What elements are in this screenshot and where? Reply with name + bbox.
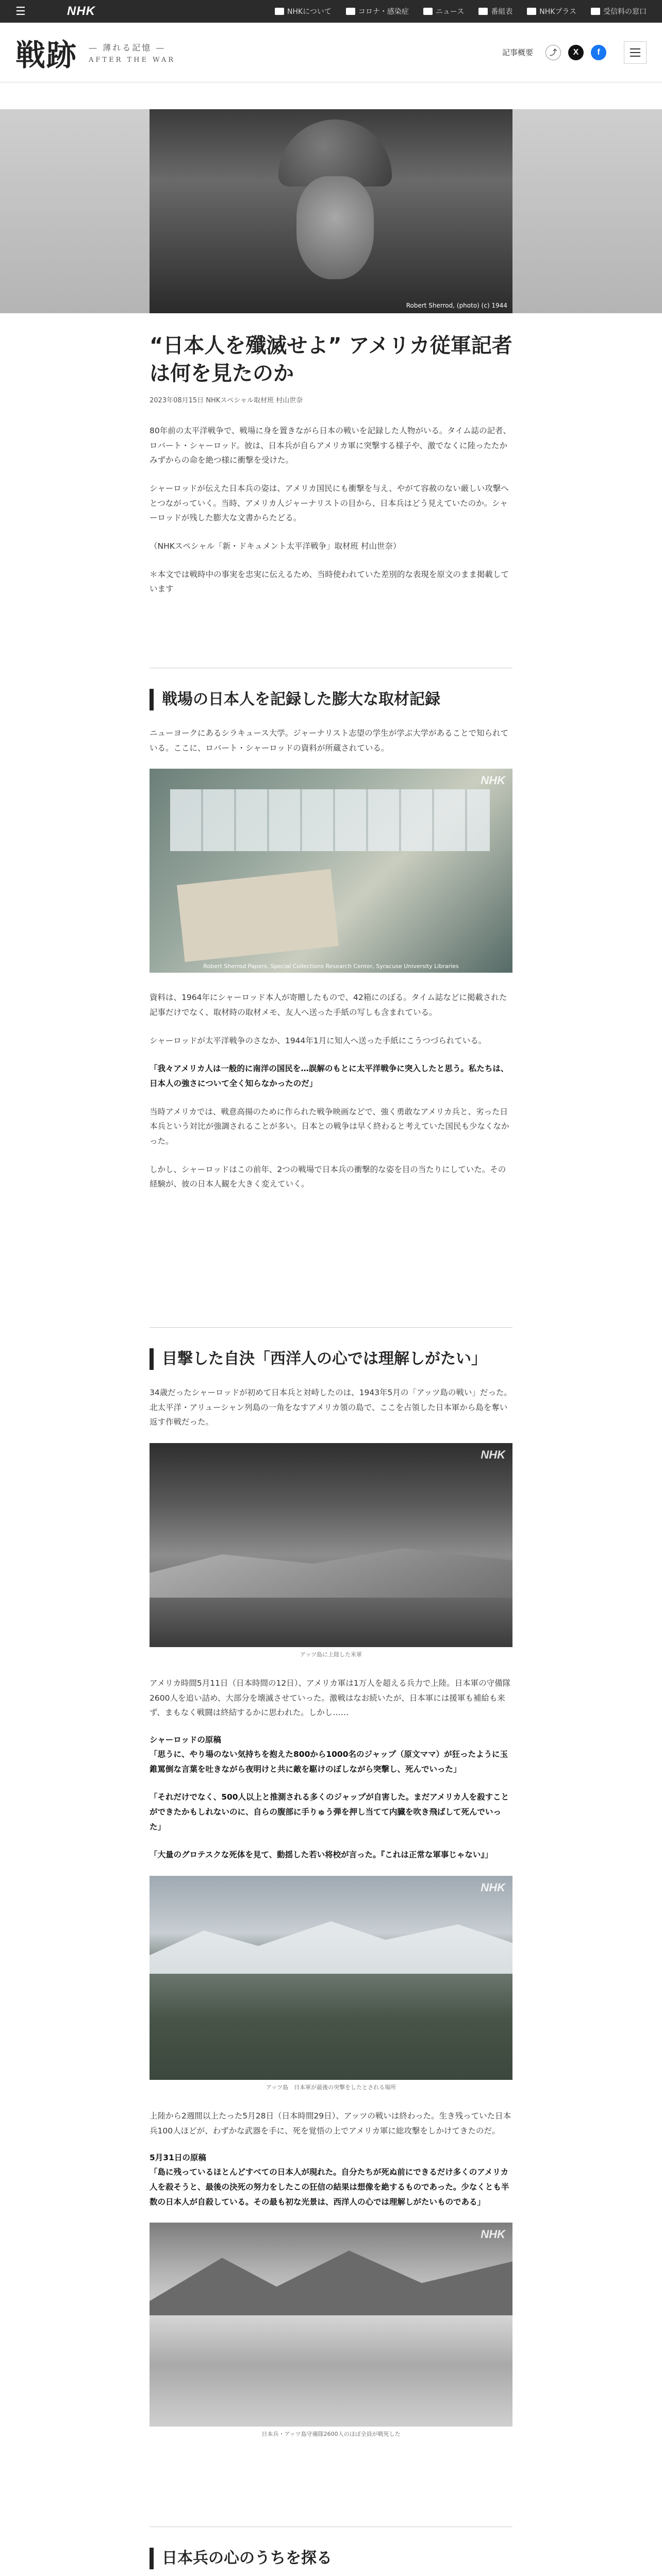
- share-icon[interactable]: ⤴: [545, 45, 561, 60]
- paragraph: 当時アメリカでは、戦意高揚のために作られた戦争映画などで、強く勇敢なアメリカ兵と、劣った日本兵という対比が強調されることが多い。日本との戦争は早く終わると考えていた国民も少なくなかった。: [150, 1107, 509, 1146]
- paragraph: （NHKスペシャル「新・ドキュメント太平洋戦争」取材班 村山世奈）: [150, 541, 401, 551]
- paragraph: アメリカ時間5月11日（日本時間の12日）、アメリカ軍は1万人を超える兵力で上陸。日本軍の守備隊2600人を追い詰め、大部分を壊滅させていった。激戦はなお続いたが、日本軍には援軍も補給も来ず、まもなく戦闘は終結するかに思われた。しかし……: [150, 1679, 511, 1718]
- link-corona[interactable]: コロナ・感染症: [346, 6, 409, 16]
- quote: 「大量のグロテスクな死体を見て、動揺した若い将校が言った。『これは正常な軍事じゃない』」: [150, 1850, 493, 1860]
- section-heading: 目撃した自決「西洋人の心では理解しがたい」: [150, 1348, 512, 1370]
- menu-icon[interactable]: ☰: [15, 5, 26, 18]
- hero-side-photo: [0, 109, 150, 313]
- document-sheet: [177, 869, 339, 962]
- archive-box-row: [170, 789, 490, 851]
- photo-credit: Robert Sherrod Papers, Special Collections Research Center, Syracuse University Libraries: [203, 963, 459, 970]
- sub-heading: 5月31日の原稿: [150, 2153, 206, 2163]
- link-news[interactable]: ニュース: [423, 6, 464, 16]
- hero-side-photo: [512, 109, 662, 313]
- paragraph: しかし、シャーロッドはこの前年、2つの戦場で日本兵の衝撃的な姿を目の当たりにしていた。その経験が、彼の日本人観を大きく変えていく。: [150, 1164, 506, 1189]
- article-index-link[interactable]: 記事概要: [502, 48, 533, 57]
- paragraph: シャーロッドが太平洋戦争のさなか、1944年1月に知人へ送った手紙にこうつづられている。: [150, 1036, 487, 1045]
- nhk-watermark: NHK: [481, 774, 505, 787]
- hero-image: [0, 109, 662, 313]
- link-receiving-fee[interactable]: 受信料の窓口: [591, 6, 647, 16]
- link-icon: [591, 8, 600, 15]
- nhk-watermark: NHK: [481, 1881, 505, 1894]
- article-date: 2023年08月15日 NHKスペシャル取材班 村山世奈: [150, 397, 303, 404]
- quote: 「我々アメリカ人は一般的に南洋の国民を…誤解のもとに太平洋戦争に突入したと思う。私たちは、日本人の強さについて全く知らなかったのだ」: [150, 1064, 509, 1089]
- article-title: “日本人を殲滅せよ” アメリカ従軍記者は何を見たのか: [150, 334, 512, 385]
- link-nhk-plus[interactable]: NHKプラス: [527, 6, 576, 16]
- link-about-nhk[interactable]: NHKについて: [275, 6, 332, 16]
- link-icon: [527, 8, 536, 15]
- paragraph: 34歳だったシャーロッドが初めて日本兵と対峙したのは、1943年5月の「アッツ島の戦い」だった。北太平洋・アリューシャン列島の一角をなすアメリカ領の島で、ここを占領した日本軍から島を奪い返す作戦だった。: [150, 1388, 512, 1427]
- hamburger-menu-button[interactable]: [624, 41, 647, 64]
- hero-photo-sherrod: [150, 109, 512, 313]
- global-links: [275, 6, 647, 16]
- photo-caption: アッツ島に上陸した米軍: [300, 1651, 362, 1658]
- link-icon: [275, 8, 284, 15]
- section-heading: 戦場の日本人を記録した膨大な取材記録: [150, 689, 512, 710]
- quote: 「思うに、やり場のない気持ちを抱えた800から1000名のジャップ（原文ママ）が狂ったように玉錐罵倒な言葉を吐きながら夜明けと共に敵を駆けのぼしながら突撃し、死んでいった」: [150, 1750, 508, 1774]
- quote: 「島に残っているほとんどすべての日本人が現れた。自分たちが死ぬ前にできるだけ多くのアメリカ人を殺そうと、最後の決死の努力をしたこの狂信の結果は想像を絶するものであった。少なくとも半数の日本人が自殺している。その最も初な光景は、西洋人の心では理解しがたいものである」: [150, 2167, 509, 2207]
- mountain-ridge-shape: [150, 2243, 512, 2315]
- nhk-logo[interactable]: NHK: [67, 4, 95, 18]
- attu-snowfield-photo: [150, 2223, 512, 2427]
- site-header: [0, 23, 662, 82]
- section-divider: [150, 1327, 512, 1328]
- nhk-watermark: NHK: [481, 1448, 505, 1462]
- link-program-guide[interactable]: 番組表: [478, 6, 512, 16]
- sub-heading: シャーロッドの原稿: [150, 1735, 221, 1745]
- photo-caption: 日本兵・アッツ島守備隊2600人のほぼ全員が戦死した: [261, 2431, 401, 2438]
- x-share-icon[interactable]: X: [568, 45, 584, 60]
- paragraph: 資料は、1964年にシャーロッド本人が寄贈したもので、42箱にのぼる。タイム誌などに掲載された記事だけでなく、取材時の取材メモ、友人へ送った手紙の写しも含まれている。: [150, 993, 507, 1018]
- attu-battlefield-photo: [150, 1876, 512, 2080]
- link-icon: [423, 8, 433, 15]
- article-intro: [150, 423, 512, 610]
- photo-caption: アッツ島 日本軍が最後の突撃をしたとされる場所: [266, 2084, 396, 2091]
- quote: 「それだけでなく、500人以上と推測される多くのジャップが自害した。まだアメリカ人を殺すことができたかもしれないのに、自らの腹部に手りゅう弾を押し当てて内臓を吹き飛ばして死んでいった」: [150, 1792, 509, 1832]
- section-heading: 日本兵の心のうちを探る: [150, 2548, 512, 2569]
- hillside-shape: [150, 1536, 512, 1598]
- paragraph: 上陸から2週間以上たった5月28日（日本時間29日）、アッツの戦いは終わった。生き残っていた日本兵100人ほどが、わずかな武器を手に、死を覚悟の上でアメリカ軍に総攻撃をしかけてきたのだ。: [150, 2111, 511, 2136]
- paragraph: 80年前の太平洋戦争で、戦場に身を置きながら日本の戦いを記録した人物がいる。タイム誌の記者、ロバート・シャーロッド。彼は、日本兵が自らアメリカ軍に突撃する様子や、激でなくに陸ったたかみずからの命を絶つ様に衝撃を受けた。: [150, 426, 511, 465]
- facebook-share-icon[interactable]: f: [591, 45, 606, 60]
- header-actions: [502, 41, 647, 64]
- section-2: [150, 1327, 512, 2455]
- paragraph: ニューヨークにあるシラキュース大学。ジャーナリスト志望の学生が学ぶ大学があることで知られている。ここに、ロバート・シャーロッドの資料が所蔵されている。: [150, 728, 509, 753]
- section-3: [150, 2527, 512, 2576]
- hero-caption: Robert Sherrod, (photo) (c) 1944: [406, 302, 507, 309]
- article-header: [150, 332, 512, 404]
- site-title[interactable]: 戦跡: [15, 37, 78, 73]
- link-icon: [346, 8, 355, 15]
- archive-boxes-photo: [150, 769, 512, 973]
- nhk-global-bar: [0, 0, 662, 23]
- paragraph: ＊本文では戦時中の事実を忠実に伝えるため、当時使われていた差別的な表現を原文のまま掲載しています: [150, 569, 509, 594]
- face-shape: [296, 176, 374, 279]
- section-1: [150, 668, 512, 1205]
- nhk-watermark: NHK: [481, 2228, 505, 2241]
- paragraph: シャーロッドが伝えた日本兵の姿は、アメリカ国民にも衝撃を与え、やがて容赦のない厳しい攻撃へとつながっていく。当時、アメリカ人ジャーナリストの目から、日本兵はどう見えていたのか。シャーロッドが残した膨大な文書からたどる。: [150, 484, 509, 523]
- snowy-mountain-shape: [150, 1912, 512, 1974]
- site-subtitle: — 薄れる記憶 — AFTER THE WAR: [89, 42, 176, 64]
- link-icon: [478, 8, 488, 15]
- attu-landing-photo: [150, 1443, 512, 1647]
